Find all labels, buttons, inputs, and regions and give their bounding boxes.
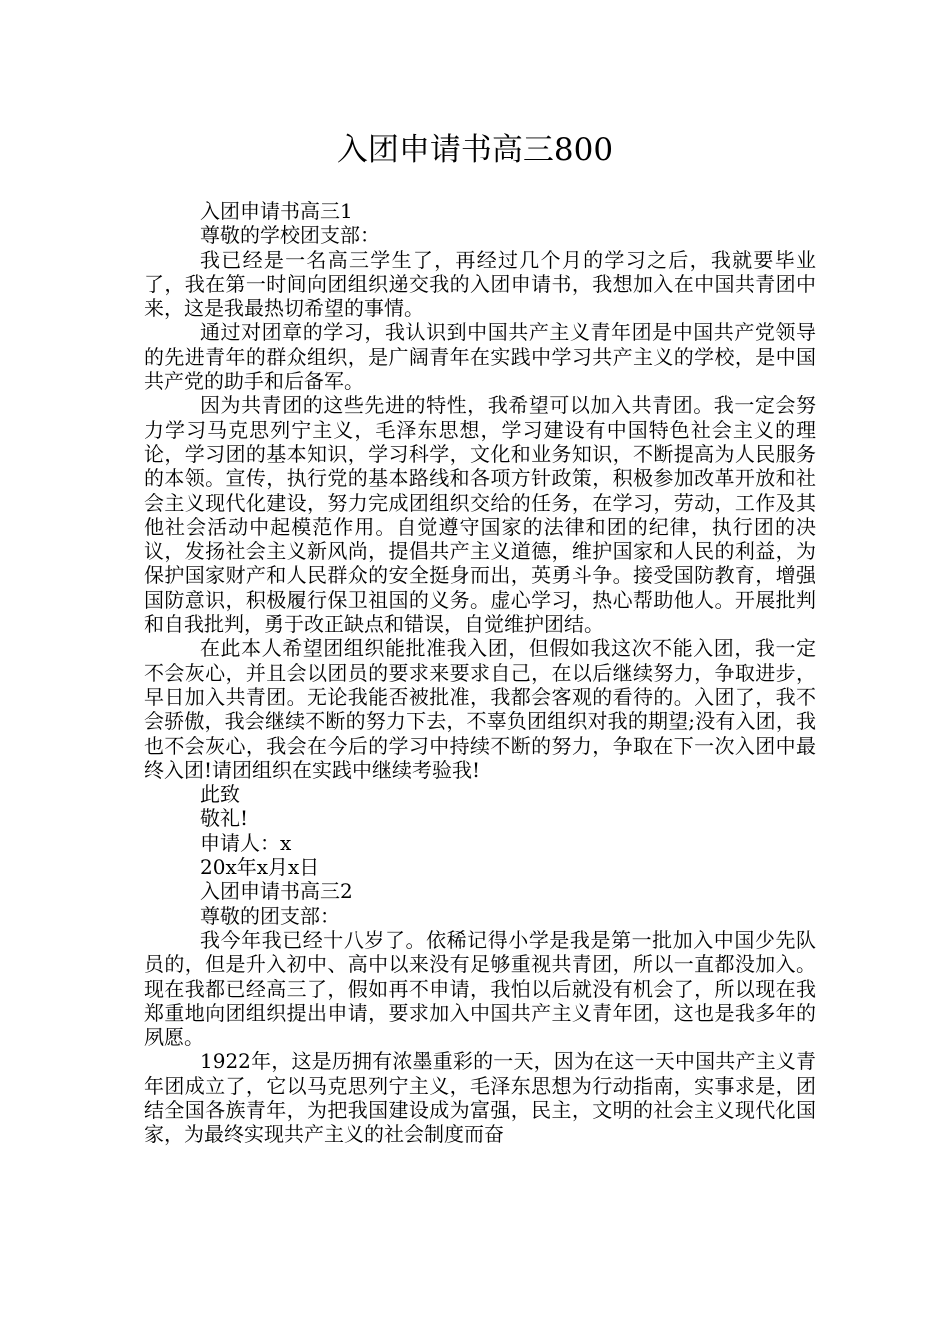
applicant-line: 申请人：x: [200, 830, 292, 855]
document-title: 入团申请书高三800: [336, 132, 614, 168]
date-line: 20x年x月x日: [200, 855, 320, 880]
salutation-1: 尊敬的学校团支部：: [200, 223, 380, 248]
section-heading-2: 入团申请书高三2: [200, 879, 353, 904]
body-paragraph: 因为共青团的这些先进的特性，我希望可以加入共青团。我一定会努力学习马克思列宁主义，毛泽东思想，学习建设有中国特色社会主义的理论，学习团的基本知识，学习科学，文化和业务知识，不断提高为人民服务的本领。宣传，执行党的基本路线和各项方针政策，积极参加改革开放和社会主义现代化建设，努力完成团组织交给的任务，在学习，劳动，工作及其他社会活动中起模范作用。自觉遵守国家的法律和团的纪律，执行团的决议，发扬社会主义新风尚，提倡共产主义道德，维护国家和人民的利益，为保护国家财产和人民群众的安全挺身而出，英勇斗争。接受国防教育，增强国防意识，积极履行保卫祖国的义务。虚心学习，热心帮助他人。开展批判和自我批判，勇于改正缺点和错误，自觉维护团结。: [144, 393, 816, 637]
section-heading-1: 入团申请书高三1: [200, 199, 353, 223]
salutation-2: 尊敬的团支部：: [200, 903, 340, 928]
body-paragraph: 我已经是一名高三学生了，再经过几个月的学习之后，我就要毕业了，我在第一时间向团组织递交我的入团申请书，我想加入在中国共青团中来，这是我最热切希望的事情。: [144, 247, 816, 321]
closing-line: 敬礼!: [200, 806, 249, 831]
document-body: [144, 199, 816, 1147]
body-paragraph: 通过对团章的学习，我认识到中国共产主义青年团是中国共产党领导的先进青年的群众组织，是广阔青年在实践中学习共产主义的学校，是中国共产党的助手和后备军。: [144, 320, 816, 394]
body-paragraph: 我今年我已经十八岁了。依稀记得小学是我是第一批加入中国少先队员的，但是升入初中、高中以来没有足够重视共青团，所以一直都没加入。现在我都已经高三了，假如再不申请，我怕以后就没有机会了，所以现在我郑重地向团组织提出申请，要求加入中国共产主义青年团，这也是我多年的夙愿。: [144, 927, 816, 1050]
body-paragraph: 在此本人希望团组织能批准我入团，但假如我这次不能入团，我一定不会灰心，并且会以团员的要求来要求自己，在以后继续努力，争取进步，早日加入共青团。无论我能否被批准，我都会客观的看待的。入团了，我不会骄傲，我会继续不断的努力下去，不辜负团组织对我的期望;没有入团，我也不会灰心，我会在今后的学习中持续不断的努力，争取在下一次入团中最终入团!请团组织在实践中继续考验我!: [144, 636, 816, 782]
body-paragraph: 1922年，这是历拥有浓墨重彩的一天，因为在这一天中国共产主义青年团成立了，它以马克思列宁主义，毛泽东思想为行动指南，实事求是，团结全国各族青年，为把我国建设成为富强，民主，文明的社会主义现代化国家，为最终实现共产主义的社会制度而奋: [144, 1049, 816, 1147]
closing-line: 此致: [200, 782, 240, 807]
